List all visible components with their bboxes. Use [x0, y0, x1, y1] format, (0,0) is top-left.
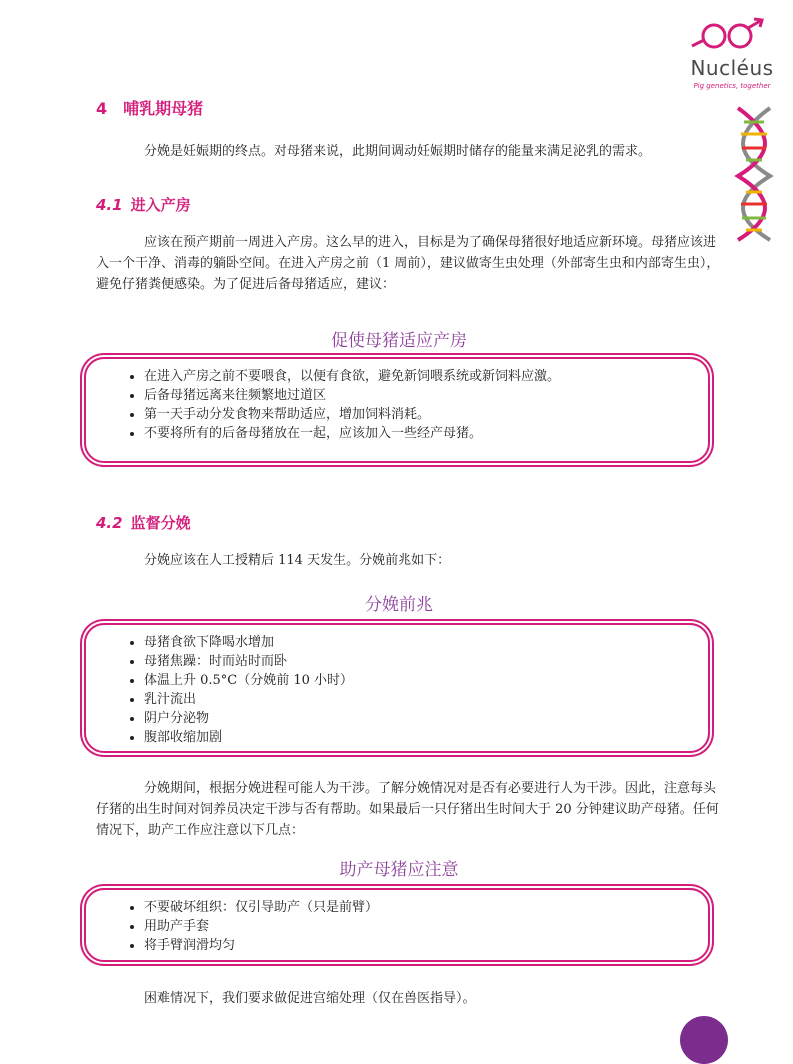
list-item: • 在进入产房之前不要喂食，以便有食欲，避免新饲喂系统或新饲料应激。 — [144, 367, 708, 386]
subsection-heading-4-1 — [96, 194, 191, 215]
paragraph-difficult: 困难情况下，我们要求做促进宫缩处理（仅在兽医指导）。 — [144, 991, 476, 1006]
box-title-adapt: 促使母猪适应产房 — [331, 331, 467, 351]
list-item: • 腹部收缩加剧 — [144, 728, 708, 747]
list-item: • 不要破坏组织：仅引导助产（只是前臂） — [144, 898, 708, 917]
paragraph-4-2-assist: 分娩期间，根据分娩进程可能人为干涉。了解分娩情况对是否有必要进行人为干涉。因此，注意每头仔猪的出生时间对饲养员决定干涉与否有帮助。如果最后一只仔猪出生时间大于 20 分钟建议助产母猪。任何情况下，助产工作应注意以下几点： — [96, 781, 719, 838]
section-title: 哺乳期母猪 — [123, 99, 204, 118]
subsection-title: 监督分娩 — [130, 514, 191, 532]
list-item: • 乳汁流出 — [144, 690, 708, 709]
intro-paragraph: 分娩是妊娠期的终点。对母猪来说，此期间调动妊娠期时储存的能量来满足泌乳的需求。 — [144, 144, 652, 159]
logo-tagline: Pig genetics, together — [693, 82, 771, 90]
paragraph-4-1: 应该在预产期前一周进入产房。这么早的进入，目标是为了确保母猪很好地适应新环境。母猪应该进入一个干净、消毒的躺卧空间。在进入产房之前（1 周前），建议做寄生虫处理（外部寄生虫和内部寄生虫），避免仔猪粪便感染。为了促进后备母猪适应，建议： — [96, 235, 720, 292]
list-item: • 用助产手套 — [144, 917, 708, 936]
list-item: • 阴户分泌物 — [144, 709, 708, 728]
section-number: 4 — [96, 99, 108, 118]
subsection-title: 进入产房 — [130, 196, 191, 214]
box-signs — [84, 623, 710, 753]
page-corner-decoration — [680, 1016, 728, 1064]
list-item: • 母猪焦躁：时而站时而卧 — [144, 652, 708, 671]
logo-name: Nucléus — [690, 56, 774, 80]
list-item: • 体温上升 0.5°C（分娩前 10 小时） — [144, 671, 708, 690]
subsection-number: 4.2 — [96, 514, 123, 532]
subsection-heading-4-2 — [96, 512, 191, 533]
subsection-number: 4.1 — [96, 196, 123, 214]
list-item: • 后备母猪远离来往频繁地过道区 — [144, 386, 708, 405]
section-heading — [96, 96, 203, 119]
list-item: • 第一天手动分发食物来帮助适应，增加饲料消耗。 — [144, 405, 708, 424]
box-title-signs: 分娩前兆 — [365, 595, 433, 615]
dna-helix-icon — [730, 104, 778, 244]
paragraph-4-2: 分娩应该在人工授精后 114 天发生。分娩前兆如下： — [144, 553, 451, 568]
box-assist — [84, 888, 710, 962]
list-item: • 将手臂润滑均匀 — [144, 936, 708, 955]
box-adapt — [84, 357, 710, 463]
list-item: • 母猪食欲下降喝水增加 — [144, 633, 708, 652]
box-title-assist: 助产母猪应注意 — [339, 860, 459, 880]
list-item: • 不要将所有的后备母猪放在一起，应该加入一些经产母猪。 — [144, 424, 708, 443]
